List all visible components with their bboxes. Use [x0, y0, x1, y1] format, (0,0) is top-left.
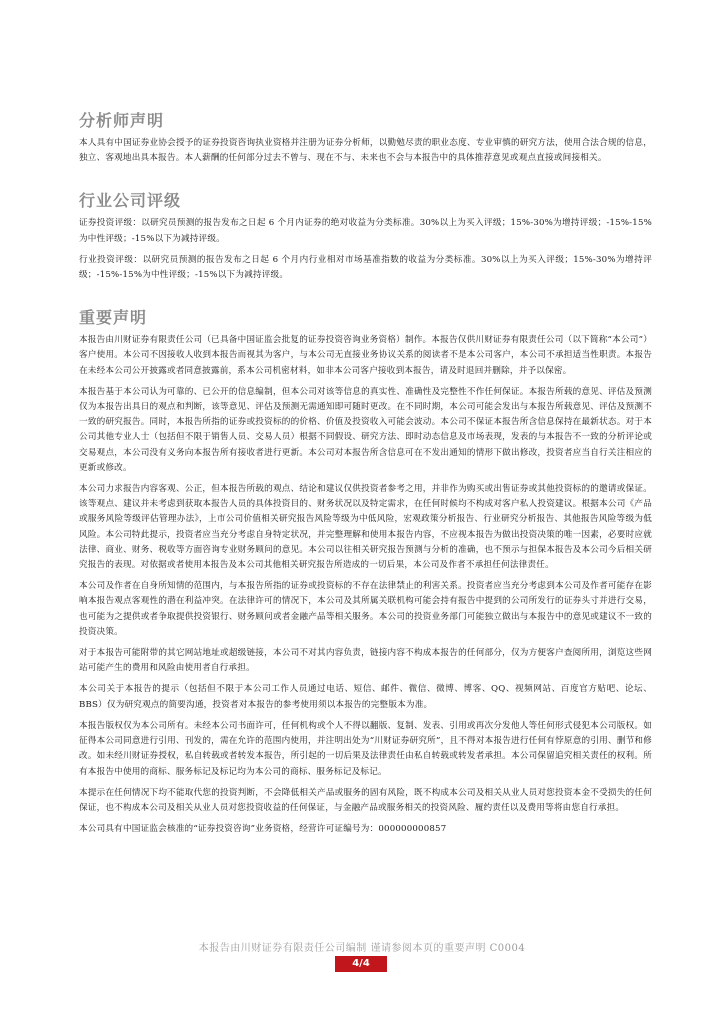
security-rating-text: 证券投资评级：以研究员预测的报告发布之日起 6 个月内证券的绝对收益为分类标准。30%以上为买入评级；15%-30%为增持评级；-15%-15%为中性评级；-15%以下为减持评级。 [79, 218, 652, 244]
disclaimer-paragraph: 本公司关于本报告的提示（包括但不限于本公司工作人员通过电话、短信、邮件、微信、微博、博客、QQ、视频网站、百度官方贴吧、论坛、BBS）仅为研究观点的简要沟通，投资者对本报告的参考使用须以本报告的完整版本为准。 [79, 684, 652, 710]
disclaimer-paragraph: 本公司力求报告内容客观、公正，但本报告所载的观点、结论和建议仅供投资者参考之用，并非作为购买或出售证券或其他投资标的的邀请或保证。该等观点、建议并未考虑到获取本报告人员的具体投资目的、财务状况以及特定需求，在任何时候均不构成对客户私人投资建议。根据本公司《产品或服务风险等级评估管理办法》，上市公司价值相关研究报告风险等级为中低风险，宏观政策分析报告、行业研究分析报告、其他报告风险等级为低风险。本公司特此提示，投资者应当充分考虑自身特定状况，并完整理解和使用本报告内容，不应视本报告为做出投资决策的唯一因素，必要时应就法律、商业、财务、税收等方面咨询专业财务顾问的意见。本公司以往相关研究报告预测与分析的准确，也不预示与担保本报告及本公司今后相关研究报告的表现。对依据或者使用本报告及本公司其他相关研究报告所造成的一切后果，本公司及作者不承担任何法律责任。 [79, 484, 652, 571]
disclaimer-paragraph: 本提示在任何情况下均不能取代您的投资判断，不会降低相关产品或服务的固有风险，既不构成本公司及相关从业人员对您投资本金不受损失的任何保证，也不构成本公司及相关从业人员对您投资收益的任何保证，与金融产品或服务相关的投资风险、履约责任以及费用等将由您自行承担。 [79, 787, 652, 813]
analyst-statement-text: 本人具有中国证券业协会授予的证券投资咨询执业资格并注册为证券分析师，以勤勉尽责的职业态度、专业审慎的研究方法，使用合法合规的信息，独立、客观地出具本报告。本人薪酬的任何部分过去不曾与、现在不与、未来也不会与本报告中的具体推荐意见或观点直接或间接相关。 [79, 138, 652, 164]
disclaimer-paragraph: 本报告基于本公司认为可靠的、已公开的信息编制，但本公司对该等信息的真实性、准确性及完整性不作任何保证。本报告所载的意见、评估及预测仅为本报告出具日的观点和判断，该等意见、评估及预测无需通知即可随时更改。在不同时期，本公司可能会发出与本报告所载意见、评估及预测不一致的研究报告。同时，本报告所指的证券或投资标的的价格、价值及投资收入可能会波动。本公司不保证本报告所含信息保持在最新状态。对于本公司其他专业人士（包括但不限于销售人员、交易人员）根据不同假设、研究方法、即时动态信息及市场表现，发表的与本报告不一致的分析评论或交易观点，本公司没有义务向本报告所有接收者进行更新。本公司对本报告所含信息可在不发出通知的情形下做出修改，投资者应当自行关注相应的更新或修改。 [79, 386, 652, 473]
license-statement: 本公司具有中国证监会核准的“证券投资咨询”业务资格，经营许可证编号为：000000000857 [79, 824, 447, 835]
disclaimer-paragraph: 对于本报告可能附带的其它网站地址或超级链接，本公司不对其内容负责，链接内容不构成本报告的任何部分，仅为方便客户查阅所用，浏览这些网站可能产生的费用和风险由使用者自行承担。 [79, 648, 652, 674]
footer-note: 本报告由川财证券有限责任公司编制 谨请参阅本页的重要声明 C0004 [198, 943, 526, 954]
disclaimer-paragraph: 本报告由川财证券有限责任公司（已具备中国证监会批复的证券投资咨询业务资格）制作。本报告仅供川财证券有限责任公司（以下简称“本公司”）客户使用。本公司不因接收人收到本报告而视其为客户，与本公司无直接业务协议关系的阅读者不是本公司客户，本公司不承担适当性职责。本报告在未经本公司公开披露或者同意披露前，系本公司机密材料，如非本公司客户接收到本报告，请及时退回并删除，并予以保密。 [79, 335, 652, 376]
report-page [79, 110, 652, 843]
analyst-statement-title: 分析师声明 [79, 111, 165, 130]
disclaimer-title: 重要声明 [79, 308, 148, 328]
disclaimer-paragraph: 本公司及作者在自身所知情的范围内，与本报告所指的证券或投资标的不存在法律禁止的利害关系。投资者应当充分考虑到本公司及作者可能存在影响本报告观点客观性的潜在利益冲突。在法律许可的情况下，本公司及其所属关联机构可能会持有报告中提到的公司所发行的证券头寸并进行交易，也可能为之提供或者争取提供投资银行、财务顾问或者金融产品等相关服务。本公司的投资业务部门可能独立做出与本报告中的意见或建议不一致的投资决策。 [79, 581, 652, 637]
page-number-badge: 4/4 [335, 956, 387, 972]
industry-rating-text: 行业投资评级：以研究员预测的报告发布之日起 6 个月内行业相对市场基准指数的收益为分类标准。30%以上为买入评级；15%-30%为增持评级；-15%-15%为中性评级；-15%以下为减持评级。 [79, 254, 652, 281]
disclaimer-paragraph: 本报告版权仅为本公司所有。未经本公司书面许可，任何机构或个人不得以翻版、复制、发表、引用或再次分发他人等任何形式侵犯本公司版权。如征得本公司同意进行引用、刊发的，需在允许的范围内使用，并注明出处为“川财证券研究所”，且不得对本报告进行任何有悖原意的引用、删节和修改。如未经川财证券授权，私自转载或者转发本报告，所引起的一切后果及法律责任由私自转载或转发者承担。本公司保留追究相关责任的权利。所有本报告中使用的商标、服务标记及标记均为本公司的商标、服务标记及标记。 [79, 720, 652, 777]
rating-title: 行业公司评级 [79, 191, 182, 211]
